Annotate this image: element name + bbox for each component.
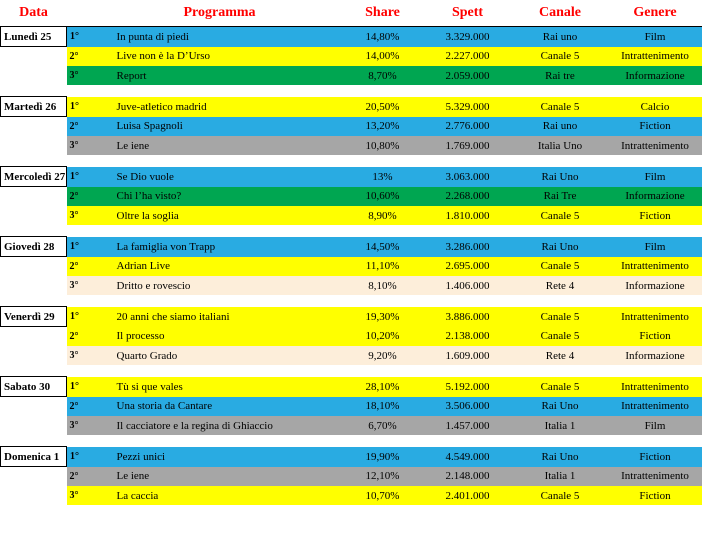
day-label-empty	[1, 397, 67, 417]
day-label-empty	[1, 47, 67, 67]
canale-cell: Rai Tre	[513, 187, 608, 207]
header-spett: Spett	[423, 0, 513, 27]
genere-cell: Film	[608, 416, 702, 435]
spett-cell: 1.406.000	[423, 276, 513, 295]
day-spacer	[1, 365, 702, 377]
table-row	[1, 117, 702, 137]
canale-cell: Rai uno	[513, 117, 608, 137]
spacer-cell	[343, 155, 423, 167]
rank-cell: 3°	[67, 66, 97, 85]
genere-cell: Film	[608, 167, 702, 187]
spacer-cell	[608, 295, 702, 307]
day-label: Venerdì 29	[1, 307, 67, 327]
spacer-cell	[1, 85, 67, 97]
spett-cell: 2.227.000	[423, 47, 513, 67]
day-label: Martedì 26	[1, 97, 67, 117]
spacer-cell	[513, 225, 608, 237]
genere-cell: Intrattenimento	[608, 467, 702, 487]
rank-cell: 1°	[67, 237, 97, 257]
canale-cell: Canale 5	[513, 486, 608, 505]
table-row	[1, 27, 702, 47]
spett-cell: 3.886.000	[423, 307, 513, 327]
spett-cell: 2.776.000	[423, 117, 513, 137]
rank-cell: 2°	[67, 187, 97, 207]
genere-cell: Fiction	[608, 117, 702, 137]
table-row	[1, 486, 702, 505]
genere-cell: Fiction	[608, 447, 702, 467]
programma-cell: Il cacciatore e la regina di Ghiaccio	[97, 416, 343, 435]
genere-cell: Informazione	[608, 276, 702, 295]
table-row	[1, 416, 702, 435]
genere-cell: Intrattenimento	[608, 397, 702, 417]
genere-cell: Intrattenimento	[608, 307, 702, 327]
spacer-cell	[343, 225, 423, 237]
genere-cell: Informazione	[608, 187, 702, 207]
canale-cell: Italia Uno	[513, 136, 608, 155]
programma-cell: Live non è la D’Urso	[97, 47, 343, 67]
rank-cell: 2°	[67, 47, 97, 67]
spacer-cell	[423, 155, 513, 167]
programma-cell: Report	[97, 66, 343, 85]
canale-cell: Rai Uno	[513, 447, 608, 467]
day-label: Domenica 1	[1, 447, 67, 467]
header-canale: Canale	[513, 0, 608, 27]
spacer-cell	[423, 295, 513, 307]
day-label-empty	[1, 187, 67, 207]
table-row	[1, 66, 702, 85]
spacer-cell	[513, 155, 608, 167]
rank-cell: 1°	[67, 27, 97, 47]
spett-cell: 2.401.000	[423, 486, 513, 505]
canale-cell: Rete 4	[513, 346, 608, 365]
share-cell: 14,80%	[343, 27, 423, 47]
spacer-cell	[67, 365, 97, 377]
day-label: Sabato 30	[1, 377, 67, 397]
programma-cell: Le iene	[97, 136, 343, 155]
programma-cell: Juve-atletico madrid	[97, 97, 343, 117]
rank-cell: 1°	[67, 97, 97, 117]
rank-cell: 2°	[67, 257, 97, 277]
spacer-cell	[608, 85, 702, 97]
canale-cell: Canale 5	[513, 377, 608, 397]
spacer-cell	[343, 435, 423, 447]
day-label-empty	[1, 346, 67, 365]
genere-cell: Intrattenimento	[608, 47, 702, 67]
spacer-cell	[423, 435, 513, 447]
spett-cell: 2.695.000	[423, 257, 513, 277]
spett-cell: 5.192.000	[423, 377, 513, 397]
header-genere: Genere	[608, 0, 702, 27]
programma-cell: La caccia	[97, 486, 343, 505]
spacer-cell	[1, 435, 67, 447]
day-label-empty	[1, 486, 67, 505]
canale-cell: Canale 5	[513, 257, 608, 277]
genere-cell: Film	[608, 27, 702, 47]
day-label: Lunedì 25	[1, 27, 67, 47]
share-cell: 11,10%	[343, 257, 423, 277]
rank-cell: 3°	[67, 136, 97, 155]
table-row	[1, 447, 702, 467]
spacer-cell	[423, 365, 513, 377]
rank-cell: 1°	[67, 307, 97, 327]
canale-cell: Canale 5	[513, 307, 608, 327]
genere-cell: Intrattenimento	[608, 377, 702, 397]
spacer-cell	[423, 225, 513, 237]
header-programma: Programma	[97, 0, 343, 27]
spacer-cell	[97, 225, 343, 237]
table-row	[1, 467, 702, 487]
programma-cell: La famiglia von Trapp	[97, 237, 343, 257]
spacer-cell	[97, 295, 343, 307]
rank-cell: 2°	[67, 327, 97, 347]
spett-cell: 3.506.000	[423, 397, 513, 417]
programma-cell: In punta di piedi	[97, 27, 343, 47]
canale-cell: Rai Uno	[513, 397, 608, 417]
spett-cell: 2.059.000	[423, 66, 513, 85]
canale-cell: Rai uno	[513, 27, 608, 47]
header-rank-spacer	[67, 0, 97, 27]
spacer-cell	[608, 365, 702, 377]
day-spacer	[1, 225, 702, 237]
day-label: Mercoledì 27	[1, 167, 67, 187]
programma-cell: Una storia da Cantare	[97, 397, 343, 417]
rank-cell: 2°	[67, 117, 97, 137]
programma-cell: Chi l’ha visto?	[97, 187, 343, 207]
share-cell: 6,70%	[343, 416, 423, 435]
table-row	[1, 397, 702, 417]
programma-cell: Pezzi unici	[97, 447, 343, 467]
share-cell: 8,90%	[343, 206, 423, 225]
spacer-cell	[423, 85, 513, 97]
spett-cell: 1.457.000	[423, 416, 513, 435]
share-cell: 13%	[343, 167, 423, 187]
programma-cell: 20 anni che siamo italiani	[97, 307, 343, 327]
day-label-empty	[1, 467, 67, 487]
header-share: Share	[343, 0, 423, 27]
spett-cell: 3.063.000	[423, 167, 513, 187]
day-label-empty	[1, 117, 67, 137]
spett-cell: 2.148.000	[423, 467, 513, 487]
spacer-cell	[608, 225, 702, 237]
day-label-empty	[1, 276, 67, 295]
spacer-cell	[67, 225, 97, 237]
day-label-empty	[1, 66, 67, 85]
table-row	[1, 97, 702, 117]
table-row	[1, 136, 702, 155]
day-label-empty	[1, 136, 67, 155]
programma-cell: Le iene	[97, 467, 343, 487]
spacer-cell	[67, 295, 97, 307]
spacer-cell	[67, 435, 97, 447]
canale-cell: Rai Uno	[513, 167, 608, 187]
canale-cell: Italia 1	[513, 416, 608, 435]
share-cell: 28,10%	[343, 377, 423, 397]
table-row	[1, 257, 702, 277]
share-cell: 10,80%	[343, 136, 423, 155]
programma-cell: Tù si que vales	[97, 377, 343, 397]
day-spacer	[1, 155, 702, 167]
spacer-cell	[67, 85, 97, 97]
table-row	[1, 237, 702, 257]
spacer-cell	[513, 365, 608, 377]
spett-cell: 3.286.000	[423, 237, 513, 257]
share-cell: 10,60%	[343, 187, 423, 207]
spett-cell: 1.769.000	[423, 136, 513, 155]
programma-cell: Luisa Spagnoli	[97, 117, 343, 137]
share-cell: 10,20%	[343, 327, 423, 347]
day-label-empty	[1, 327, 67, 347]
spett-cell: 2.268.000	[423, 187, 513, 207]
genere-cell: Informazione	[608, 66, 702, 85]
spacer-cell	[343, 295, 423, 307]
share-cell: 13,20%	[343, 117, 423, 137]
day-spacer	[1, 295, 702, 307]
spacer-cell	[513, 435, 608, 447]
table-row	[1, 346, 702, 365]
day-label-empty	[1, 257, 67, 277]
share-cell: 8,10%	[343, 276, 423, 295]
canale-cell: Italia 1	[513, 467, 608, 487]
spacer-cell	[343, 85, 423, 97]
spacer-cell	[97, 85, 343, 97]
spett-cell: 1.810.000	[423, 206, 513, 225]
spett-cell: 2.138.000	[423, 327, 513, 347]
share-cell: 8,70%	[343, 66, 423, 85]
canale-cell: Canale 5	[513, 327, 608, 347]
canale-cell: Canale 5	[513, 206, 608, 225]
rank-cell: 3°	[67, 486, 97, 505]
day-label-empty	[1, 416, 67, 435]
spacer-cell	[608, 435, 702, 447]
genere-cell: Fiction	[608, 206, 702, 225]
canale-cell: Canale 5	[513, 97, 608, 117]
genere-cell: Intrattenimento	[608, 257, 702, 277]
spett-cell: 1.609.000	[423, 346, 513, 365]
share-cell: 12,10%	[343, 467, 423, 487]
spett-cell: 4.549.000	[423, 447, 513, 467]
day-label: Giovedì 28	[1, 237, 67, 257]
table-header-row	[1, 0, 702, 27]
rank-cell: 3°	[67, 346, 97, 365]
header-data: Data	[1, 0, 67, 27]
genere-cell: Calcio	[608, 97, 702, 117]
spacer-cell	[1, 155, 67, 167]
rank-cell: 1°	[67, 167, 97, 187]
genere-cell: Fiction	[608, 486, 702, 505]
share-cell: 10,70%	[343, 486, 423, 505]
spacer-cell	[1, 365, 67, 377]
genere-cell: Informazione	[608, 346, 702, 365]
spacer-cell	[1, 225, 67, 237]
genere-cell: Film	[608, 237, 702, 257]
day-label-empty	[1, 206, 67, 225]
table-row	[1, 206, 702, 225]
rank-cell: 1°	[67, 377, 97, 397]
canale-cell: Canale 5	[513, 47, 608, 67]
share-cell: 19,30%	[343, 307, 423, 327]
table-row	[1, 276, 702, 295]
canale-cell: Rai Uno	[513, 237, 608, 257]
share-cell: 18,10%	[343, 397, 423, 417]
spacer-cell	[608, 155, 702, 167]
rank-cell: 3°	[67, 206, 97, 225]
spacer-cell	[97, 155, 343, 167]
programma-cell: Il processo	[97, 327, 343, 347]
day-spacer	[1, 85, 702, 97]
programma-cell: Oltre la soglia	[97, 206, 343, 225]
programma-cell: Quarto Grado	[97, 346, 343, 365]
spett-cell: 3.329.000	[423, 27, 513, 47]
day-spacer	[1, 435, 702, 447]
share-cell: 19,90%	[343, 447, 423, 467]
canale-cell: Rete 4	[513, 276, 608, 295]
table-row	[1, 187, 702, 207]
share-cell: 14,00%	[343, 47, 423, 67]
rank-cell: 2°	[67, 467, 97, 487]
share-cell: 20,50%	[343, 97, 423, 117]
table-row	[1, 47, 702, 67]
programma-cell: Adrian Live	[97, 257, 343, 277]
spacer-cell	[513, 295, 608, 307]
spacer-cell	[97, 365, 343, 377]
canale-cell: Rai tre	[513, 66, 608, 85]
table-row	[1, 377, 702, 397]
rank-cell: 3°	[67, 416, 97, 435]
table-row	[1, 327, 702, 347]
spacer-cell	[1, 295, 67, 307]
spett-cell: 5.329.000	[423, 97, 513, 117]
rank-cell: 3°	[67, 276, 97, 295]
programma-cell: Se Dio vuole	[97, 167, 343, 187]
spacer-cell	[513, 85, 608, 97]
share-cell: 14,50%	[343, 237, 423, 257]
share-cell: 9,20%	[343, 346, 423, 365]
programma-cell: Dritto e rovescio	[97, 276, 343, 295]
spacer-cell	[67, 155, 97, 167]
rank-cell: 1°	[67, 447, 97, 467]
genere-cell: Fiction	[608, 327, 702, 347]
genere-cell: Intrattenimento	[608, 136, 702, 155]
spacer-cell	[97, 435, 343, 447]
spacer-cell	[343, 365, 423, 377]
table-row	[1, 167, 702, 187]
rank-cell: 2°	[67, 397, 97, 417]
table-row	[1, 307, 702, 327]
